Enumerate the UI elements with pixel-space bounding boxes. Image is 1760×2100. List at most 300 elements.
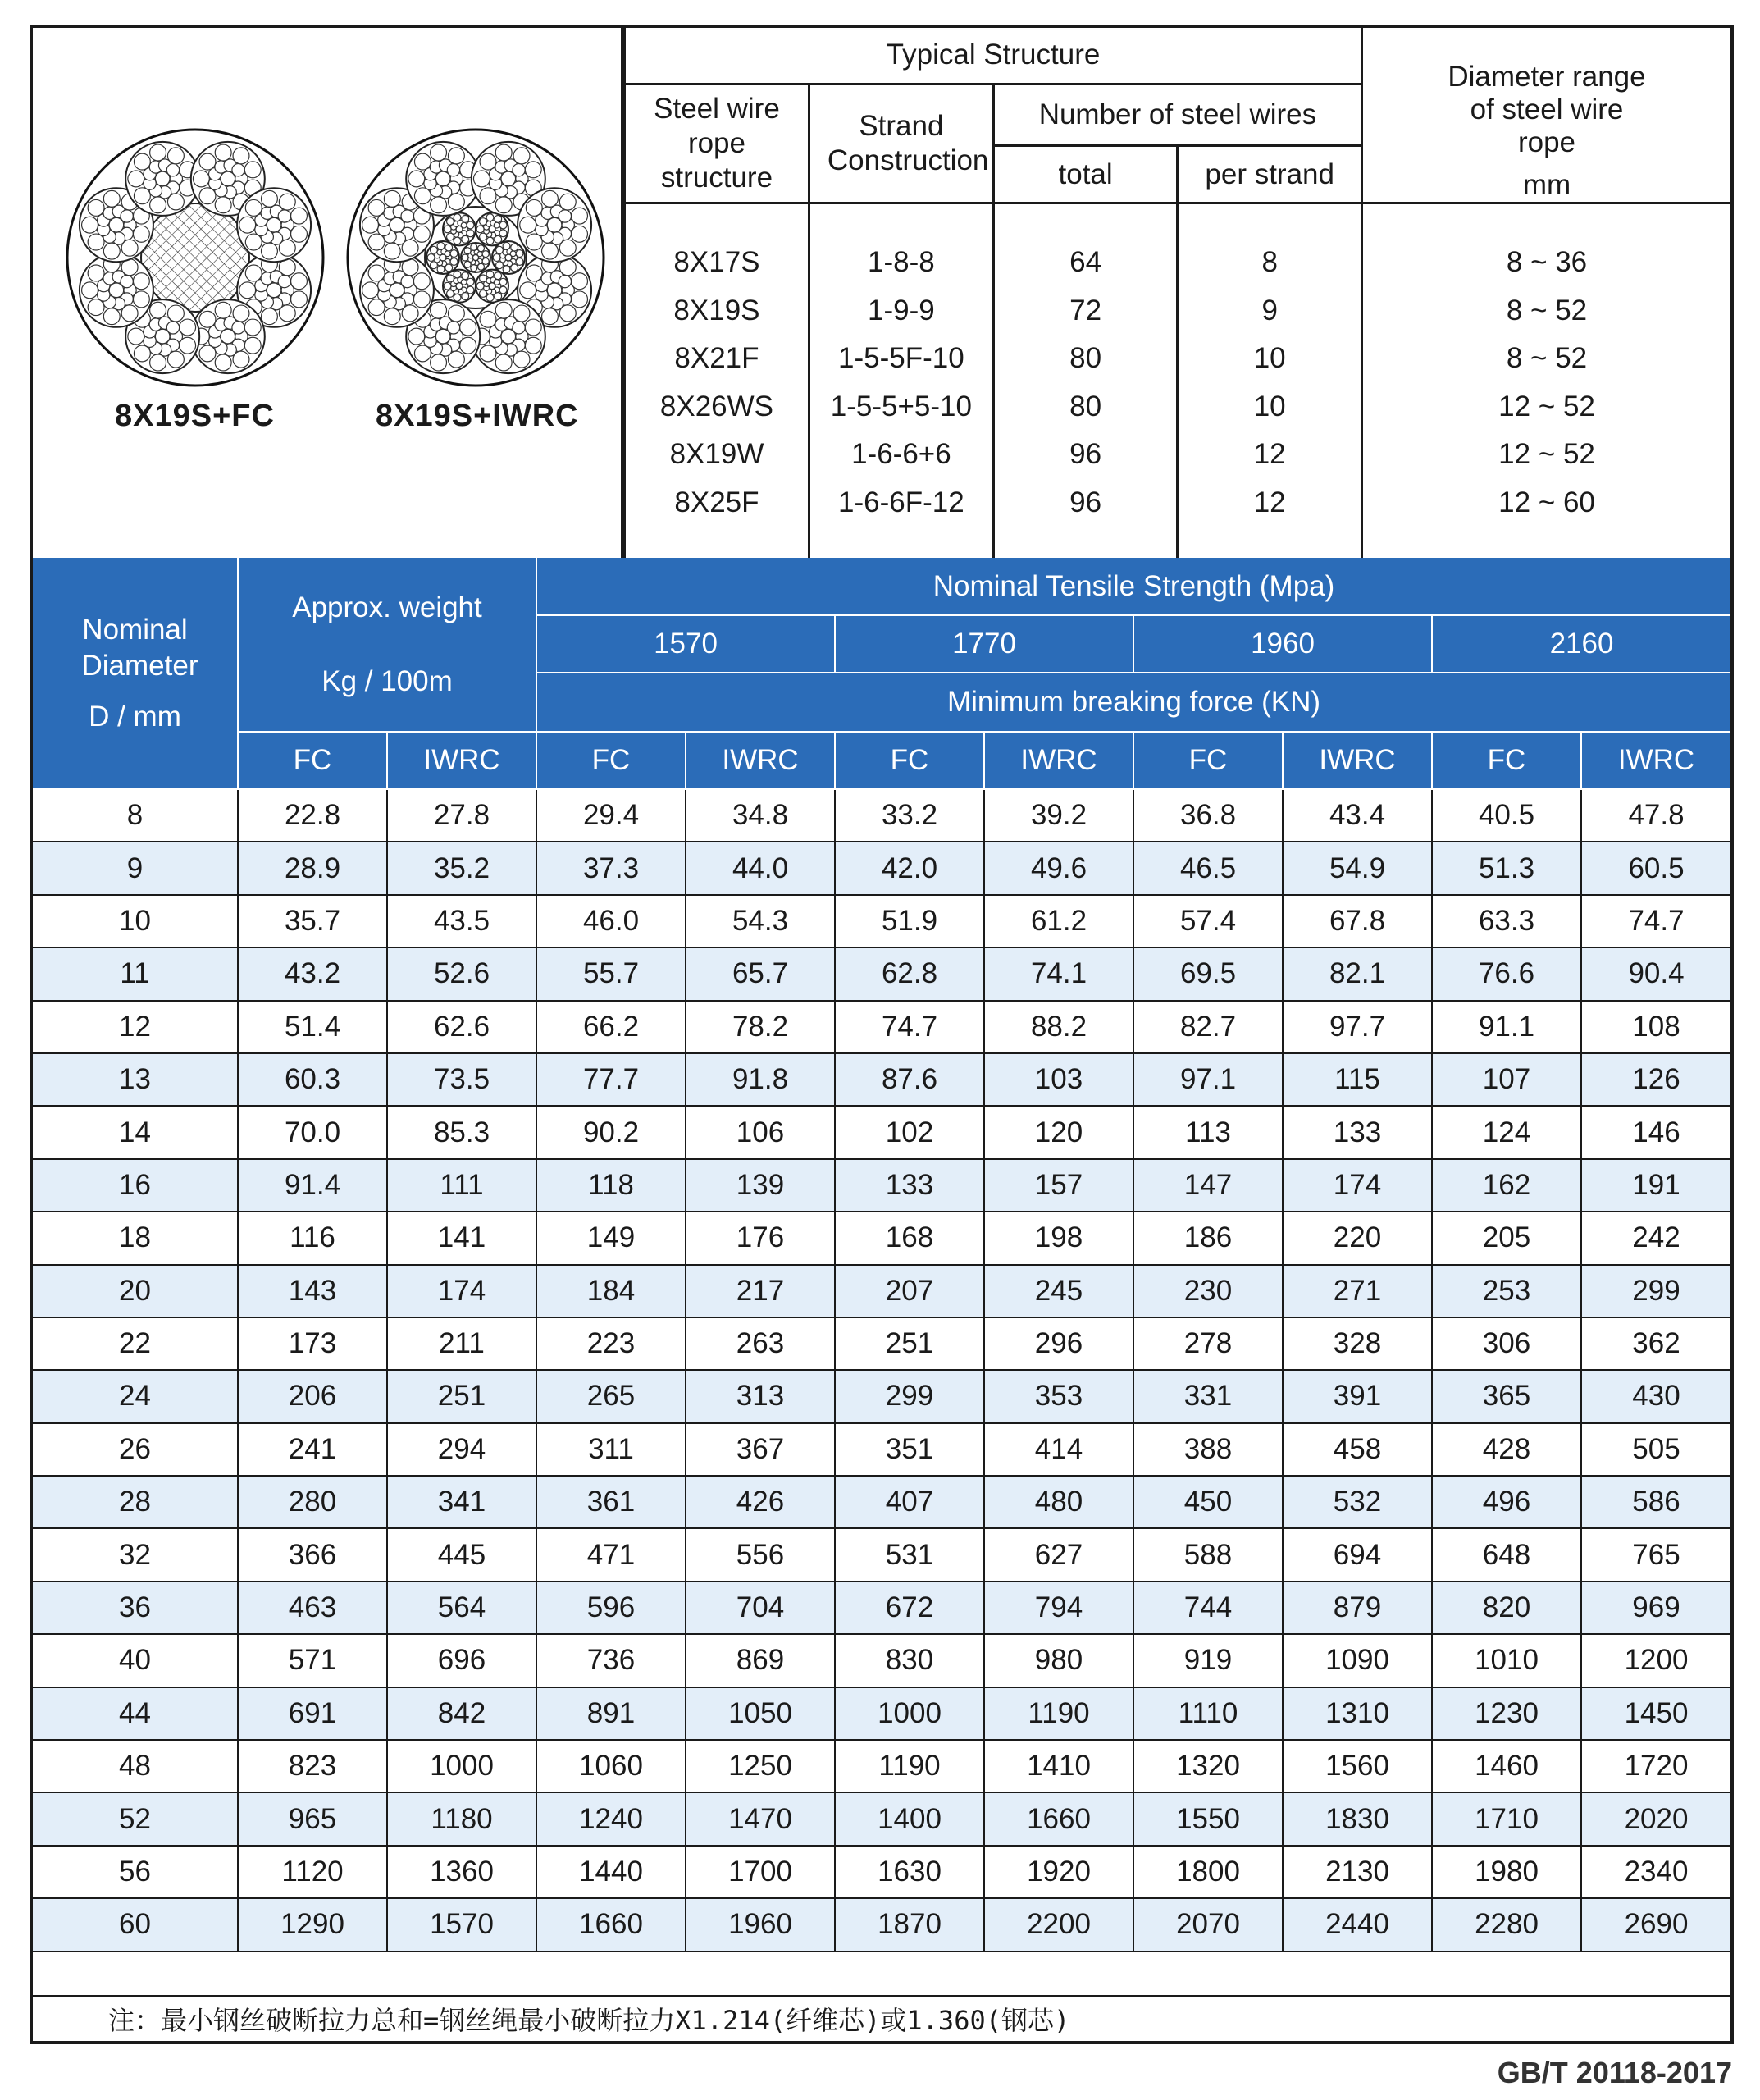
value-cell: 74.7 (1581, 895, 1730, 947)
outer-strand-wire (215, 354, 231, 371)
core-strand-wire (447, 290, 454, 297)
value-cell: 61.2 (984, 895, 1133, 947)
value-cell: 265 (536, 1370, 686, 1422)
value-cell: 91.4 (238, 1159, 387, 1212)
value-cell: 146 (1581, 1106, 1730, 1158)
value-cell: 426 (686, 1476, 835, 1528)
value-cell: 141 (387, 1212, 536, 1264)
value-cell: 54.3 (686, 895, 835, 947)
value-cell: 586 (1581, 1476, 1730, 1528)
outer-strand-wire (447, 322, 459, 334)
outer-strand-wire (513, 305, 530, 322)
core-strand-wire (471, 244, 477, 250)
structure-cell-range: 8 ~ 52 (1506, 294, 1588, 326)
outer-strand-wire (447, 164, 459, 176)
value-cell: 97.1 (1133, 1053, 1283, 1106)
diameter-cell: 14 (33, 1106, 238, 1158)
core-strand-wire (464, 248, 471, 254)
outer-strand-wire (495, 302, 512, 318)
outer-strand-wire (291, 291, 308, 308)
value-cell: 57.4 (1133, 895, 1283, 947)
value-cell: 1360 (387, 1846, 536, 1898)
value-cell: 44.0 (686, 842, 835, 894)
outer-strand-wire (460, 337, 476, 354)
table-row (33, 1582, 1730, 1634)
outer-strand-wire (542, 243, 559, 259)
core-strand-wire (480, 233, 487, 240)
outer-strand-wire (526, 234, 542, 250)
value-cell: 596 (536, 1582, 686, 1634)
structure-cell-range: 8 ~ 52 (1506, 342, 1588, 374)
value-cell: 648 (1432, 1528, 1581, 1581)
structure-cell-per-strand: 9 (1261, 294, 1278, 326)
outer-strand-wire (513, 164, 525, 176)
outer-strand-wire (278, 210, 290, 222)
value-cell: 744 (1133, 1582, 1283, 1634)
core-strand-wire (495, 235, 502, 243)
value-cell: 919 (1133, 1634, 1283, 1687)
outer-strand-wire (128, 171, 144, 187)
value-cell: 147 (1133, 1159, 1283, 1212)
weight-unit: Kg / 100m (321, 664, 453, 697)
value-cell: 74.1 (984, 947, 1133, 1000)
outer-strand-wire (88, 199, 104, 216)
value-cell: 704 (686, 1582, 835, 1634)
structure-cell-rope: 8X21F (674, 342, 759, 374)
core-strand-wire (516, 258, 523, 266)
value-cell: 176 (686, 1212, 835, 1264)
strand-construction-list (809, 203, 993, 559)
core-strand-wire (477, 252, 482, 257)
outer-strand-wire (103, 243, 120, 259)
value-cell: 1200 (1581, 1634, 1730, 1687)
value-cell: 1240 (536, 1792, 686, 1845)
value-cell: 87.6 (835, 1053, 984, 1106)
diameter-cell: 32 (33, 1528, 238, 1581)
table-row (33, 1528, 1730, 1581)
table-row (33, 1370, 1730, 1422)
value-cell: 91.8 (686, 1053, 835, 1106)
value-cell: 1230 (1432, 1687, 1581, 1740)
value-cell: 2440 (1283, 1898, 1432, 1951)
value-cell: 1570 (387, 1898, 536, 1951)
outer-strand-wire (134, 345, 150, 362)
outer-strand-wire (215, 302, 231, 318)
structure-cell-rope: 8X25F (674, 486, 759, 518)
value-cell: 22.8 (238, 789, 387, 842)
structure-cell-per-strand: 12 (1253, 438, 1286, 470)
value-cell: 35.7 (238, 895, 387, 947)
value-cell: 430 (1581, 1370, 1730, 1422)
outer-strand-wire (401, 210, 413, 222)
outer-strand-wire (480, 153, 496, 170)
core-strand-wire (445, 244, 453, 251)
core-strand-wire (445, 264, 453, 272)
value-cell: 2340 (1581, 1846, 1730, 1898)
per-strand-list (1178, 203, 1362, 559)
outer-strand-wire (233, 148, 249, 164)
value-cell: 980 (984, 1634, 1133, 1687)
outer-strand-wire (513, 148, 530, 164)
core-strand-wire (482, 251, 489, 258)
outer-strand-wire (473, 171, 490, 187)
value-cell: 299 (835, 1370, 984, 1422)
table-row (33, 1317, 1730, 1370)
value-cell: 36.8 (1133, 789, 1283, 842)
outer-strand-wire (526, 199, 542, 216)
core-strand-wire (444, 226, 451, 233)
structure-cell-rope: 8X19S (673, 294, 760, 326)
value-cell: 223 (536, 1317, 686, 1370)
core-strand-wire (476, 282, 484, 290)
value-cell: 184 (536, 1265, 686, 1317)
outer-strand-wire (413, 291, 430, 308)
outer-strand-wire (245, 234, 262, 250)
core-strand-wire (494, 279, 499, 285)
value-cell: 157 (984, 1159, 1133, 1212)
value-cell: 1250 (686, 1740, 835, 1792)
outer-strand-wire (121, 240, 138, 256)
value-cell: 1710 (1432, 1792, 1581, 1845)
breaking-force-rows (33, 789, 1730, 1952)
outer-strand-wire (199, 188, 216, 204)
breaking-force-table (33, 558, 1730, 1952)
value-cell: 1720 (1581, 1740, 1730, 1792)
grade-1960-iwrc-header: IWRC (1283, 732, 1432, 789)
grade-2160-iwrc-header: IWRC (1581, 732, 1730, 789)
value-cell: 90.4 (1581, 947, 1730, 1000)
outer-strand-wire (384, 190, 400, 207)
outer-strand-wire (401, 275, 413, 287)
value-cell: 1470 (686, 1792, 835, 1845)
wire-count-header: Number of steel wires (993, 84, 1361, 146)
value-cell: 280 (238, 1476, 387, 1528)
core-strand-wire (462, 215, 469, 222)
value-cell: 1320 (1133, 1740, 1283, 1792)
value-cell: 271 (1283, 1265, 1432, 1317)
value-cell: 29.4 (536, 789, 686, 842)
outer-strand-wire (408, 328, 425, 345)
structure-table (623, 28, 1730, 558)
outer-strand-wire (88, 299, 104, 316)
value-cell: 362 (1581, 1317, 1730, 1370)
table-row (33, 1423, 1730, 1476)
value-cell: 220 (1283, 1212, 1432, 1264)
nominal-diameter-unit: D / mm (89, 700, 181, 733)
value-cell: 78.2 (686, 1001, 835, 1053)
outer-strand-wire (150, 144, 166, 161)
core-strand-wire (486, 271, 494, 278)
diameter-cell: 48 (33, 1740, 238, 1792)
value-cell: 242 (1581, 1212, 1730, 1264)
value-cell: 820 (1432, 1582, 1581, 1634)
outer-strand-wire (480, 345, 496, 362)
structure-cell-per-strand: 10 (1253, 342, 1286, 374)
value-cell: 85.3 (387, 1106, 536, 1158)
outer-strand-wire (402, 305, 418, 322)
table-row (33, 842, 1730, 894)
grade-1770-fc-header: FC (835, 732, 984, 789)
value-cell: 47.8 (1581, 789, 1730, 842)
outer-strand-wire (513, 351, 530, 368)
grade-1770-iwrc-header: IWRC (984, 732, 1133, 789)
structure-cell-total: 80 (1069, 342, 1102, 374)
value-cell: 106 (686, 1106, 835, 1158)
core-strand-wire (499, 230, 507, 237)
total-wires-list (993, 203, 1178, 559)
core-strand-wire (496, 262, 504, 269)
diameter-cell: 9 (33, 842, 238, 894)
core-strand-wire (447, 275, 454, 282)
outer-strand-wire (368, 265, 385, 281)
diameter-cell: 18 (33, 1212, 238, 1264)
outer-strand-wire (448, 305, 464, 322)
value-cell: 691 (238, 1687, 387, 1740)
outer-strand-wire (559, 210, 571, 222)
footnote: 注：最小钢丝破断拉力总和=钢丝绳最小破断拉力X1.214(纤维芯)或1.360(钢芯) (33, 1995, 1730, 2044)
outer-strand-wire (495, 197, 512, 213)
outer-strand-wire (121, 305, 138, 322)
outer-strand-wire (215, 144, 231, 161)
outer-strand-wire (413, 273, 430, 290)
outer-strand-wire (167, 194, 184, 210)
value-cell: 74.7 (835, 1001, 984, 1053)
outer-strand-wire (82, 217, 98, 233)
outer-strand-wire (520, 217, 536, 233)
core-strand-wire (431, 262, 438, 269)
value-cell: 230 (1133, 1265, 1283, 1317)
diameter-cell: 56 (33, 1846, 238, 1898)
outer-strand-wire (414, 188, 431, 204)
structure-section (33, 28, 1730, 558)
core-strand-wire (444, 282, 451, 290)
outer-strand-wire (215, 197, 231, 213)
value-cell: 1830 (1283, 1792, 1432, 1845)
outer-strand-wire (233, 351, 249, 368)
typical-structure-header: Typical Structure (625, 28, 1362, 84)
core-strand-wire (493, 254, 500, 262)
value-cell: 2070 (1133, 1898, 1283, 1951)
value-cell: 82.1 (1283, 947, 1432, 1000)
rope-structure-label: Steel wire rope structure (654, 92, 780, 194)
table-row (33, 1106, 1730, 1158)
outer-strand-wire (559, 240, 576, 256)
core-strand-wire (495, 215, 502, 222)
value-cell: 672 (835, 1582, 984, 1634)
value-cell: 207 (835, 1265, 984, 1317)
value-cell: 1000 (387, 1740, 536, 1792)
value-cell: 532 (1283, 1476, 1432, 1528)
core-strand-wire (486, 294, 494, 301)
value-cell: 588 (1133, 1528, 1283, 1581)
value-cell: 43.2 (238, 947, 387, 1000)
grade-1570-fc-header: FC (536, 732, 686, 789)
value-cell: 27.8 (387, 789, 536, 842)
outer-strand-wire (244, 319, 261, 336)
value-cell: 263 (686, 1317, 835, 1370)
outer-strand-wire (199, 345, 216, 362)
outer-strand-wire (572, 208, 588, 224)
structure-cell-rope: 8X26WS (659, 390, 774, 422)
table-row (33, 1898, 1730, 1951)
outer-strand-wire (133, 226, 149, 242)
value-cell: 366 (238, 1528, 387, 1581)
grade-1960-fc-header: FC (1133, 732, 1283, 789)
value-cell: 627 (984, 1528, 1133, 1581)
diameter-cell: 40 (33, 1634, 238, 1687)
outer-strand-wire (542, 308, 559, 325)
per-strand-header: per strand (1178, 146, 1362, 203)
outer-strand-wire (239, 217, 256, 233)
outer-strand-wire (82, 282, 98, 299)
core-strand-wire (461, 222, 467, 228)
structure-cell-strand: 1-6-6+6 (851, 438, 951, 470)
outer-strand-wire (262, 190, 278, 207)
core-strand-wire (486, 214, 494, 221)
value-cell: 60.5 (1581, 842, 1730, 894)
outer-strand-wire (525, 337, 541, 354)
core-strand-wire (450, 250, 458, 258)
value-cell: 111 (387, 1159, 536, 1212)
diameter-cell: 28 (33, 1476, 238, 1528)
outer-strand-wire (572, 291, 588, 308)
outer-strand-wire (279, 194, 295, 210)
value-cell: 2200 (984, 1898, 1133, 1951)
value-cell: 294 (387, 1423, 536, 1476)
value-cell: 51.3 (1432, 842, 1581, 894)
core-strand-wire (462, 272, 469, 280)
value-cell: 1120 (238, 1846, 387, 1898)
table-row (33, 1740, 1730, 1792)
core-strand-wire (480, 290, 487, 297)
outer-strand-wire (180, 319, 196, 336)
value-cell: 133 (1283, 1106, 1432, 1158)
value-cell: 531 (835, 1528, 984, 1581)
outer-strand-wire (291, 273, 308, 290)
outer-strand-wire (233, 305, 249, 322)
value-cell: 77.7 (536, 1053, 686, 1106)
value-cell: 173 (238, 1317, 387, 1370)
outer-strand-wire (559, 194, 576, 210)
value-cell: 361 (536, 1476, 686, 1528)
value-cell: 113 (1133, 1106, 1283, 1158)
core-strand-wire (499, 221, 507, 229)
value-cell: 108 (1581, 1001, 1730, 1053)
outer-strand-wire (232, 322, 244, 334)
value-cell: 102 (835, 1106, 984, 1158)
core-strand-wire (516, 250, 523, 258)
core-strand-wire (431, 246, 438, 253)
value-cell: 245 (984, 1265, 1133, 1317)
table-row (33, 789, 1730, 842)
diameter-cell: 60 (33, 1898, 238, 1951)
outer-strand-wire (431, 197, 447, 213)
diameter-cell: 10 (33, 895, 238, 947)
core-strand-wire (464, 261, 471, 267)
value-cell: 217 (686, 1265, 835, 1317)
value-cell: 168 (835, 1212, 984, 1264)
value-cell: 33.2 (835, 789, 984, 842)
core-strand-wire (454, 294, 461, 301)
structure-cell-total: 96 (1069, 486, 1102, 518)
value-cell: 313 (686, 1370, 835, 1422)
value-cell: 471 (536, 1528, 686, 1581)
outer-strand-wire (291, 226, 308, 242)
outer-strand-wire (134, 153, 150, 170)
value-cell: 1060 (536, 1740, 686, 1792)
value-cell: 60.3 (238, 1053, 387, 1106)
value-cell: 55.7 (536, 947, 686, 1000)
structure-cell-per-strand: 12 (1253, 486, 1286, 518)
value-cell: 1550 (1133, 1792, 1283, 1845)
core-strand-wire (437, 266, 445, 273)
outer-strand-wire (413, 226, 430, 242)
structure-cell-rope: 8X19W (669, 438, 764, 470)
value-cell: 37.3 (536, 842, 686, 894)
value-cell: 296 (984, 1317, 1133, 1370)
value-cell: 1700 (686, 1846, 835, 1898)
core-strand-wire (450, 258, 458, 266)
standard-code: GB/T 20118-2017 (1497, 2056, 1732, 2089)
value-cell: 40.5 (1432, 789, 1581, 842)
weight-label: Approx. weight (292, 591, 482, 623)
value-cell: 306 (1432, 1317, 1581, 1370)
weight-iwrc-header: IWRC (387, 732, 536, 789)
value-cell: 391 (1283, 1370, 1432, 1422)
nominal-diameter-label: Nominal Diameter (81, 613, 198, 682)
structure-cell-rope: 8X17S (673, 246, 760, 278)
value-cell: 1660 (984, 1792, 1133, 1845)
outer-strand-wire (166, 164, 179, 176)
diameter-cell: 12 (33, 1001, 238, 1053)
rope-structure-list (625, 203, 809, 559)
value-cell: 1310 (1283, 1687, 1432, 1740)
value-cell: 445 (387, 1528, 536, 1581)
diameter-cell: 44 (33, 1687, 238, 1740)
core-strand-wire (467, 278, 474, 285)
outer-strand-wire (448, 351, 464, 368)
outer-strand-wire (431, 302, 447, 318)
table-row (33, 1634, 1730, 1687)
value-cell: 505 (1581, 1423, 1730, 1476)
outer-strand-wire (402, 240, 418, 256)
core-strand-wire (476, 226, 484, 233)
value-cell: 891 (536, 1687, 686, 1740)
value-cell: 1090 (1283, 1634, 1432, 1687)
outer-strand-wire (199, 153, 216, 170)
value-cell: 1180 (387, 1792, 536, 1845)
rope-label-iwrc: 8X19S+IWRC (376, 399, 579, 433)
outer-strand-wire (279, 305, 295, 322)
value-cell: 186 (1133, 1212, 1283, 1264)
table-row (33, 1159, 1730, 1212)
value-cell: 299 (1581, 1265, 1730, 1317)
value-cell: 450 (1133, 1476, 1283, 1528)
core-strand-wire (427, 254, 435, 262)
value-cell: 70.0 (238, 1106, 387, 1158)
outer-strand-wire (291, 208, 308, 224)
outer-strand-wire (245, 265, 262, 281)
outer-strand-wire (180, 337, 196, 354)
core-strand-wire (511, 244, 518, 251)
value-cell: 1630 (835, 1846, 984, 1898)
structure-cell-range: 8 ~ 36 (1506, 246, 1588, 278)
table-row (33, 1265, 1730, 1317)
value-cell: 463 (238, 1582, 387, 1634)
outer-strand-wire (121, 210, 133, 222)
core-strand-wire (486, 237, 494, 244)
outer-strand-wire (199, 311, 216, 327)
